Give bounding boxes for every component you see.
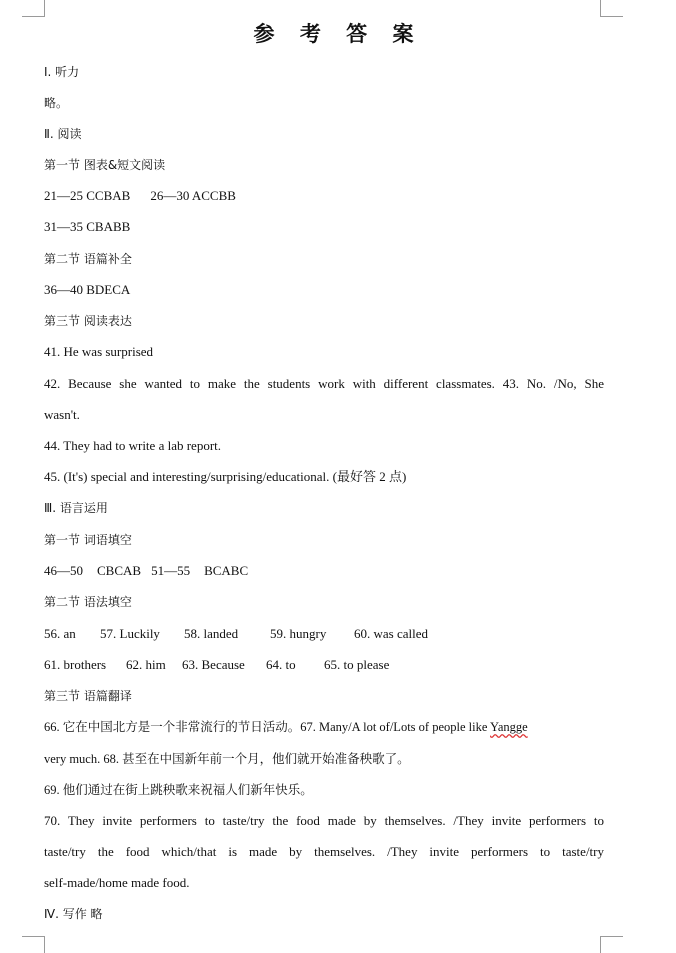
answer-line: 70. They invite performers to taste/try the food made by themselves. /They invite performers to <box>44 813 604 828</box>
answer-item: 64. to <box>266 657 296 672</box>
subsection-heading: 第一节 词语填空 <box>44 533 132 547</box>
answer-item: 59. hungry <box>270 626 327 641</box>
answer-item: 60. was called <box>354 626 429 641</box>
answer-line <box>44 626 604 642</box>
answer-line: 45. (It's) special and interesting/surprising/educational. (最好答 2 点) <box>44 469 407 484</box>
answer-line <box>44 563 604 579</box>
answer-group: CBCAB <box>97 563 142 578</box>
answer-item: 56. an <box>44 626 76 641</box>
answer-item: 61. brothers <box>44 657 107 672</box>
section-heading-listening: Ⅰ. 听力 <box>44 65 80 79</box>
translation-text: 66. 它在中国北方是一个非常流行的节日活动。67. Many/A lot of/Lots of people like <box>44 720 491 734</box>
answer-line: 41. He was surprised <box>44 344 154 359</box>
answer-item: 57. Luckily <box>100 626 160 641</box>
answer-line: wasn't. <box>44 407 80 422</box>
answer-item: 63. Because <box>182 657 245 672</box>
corner-mark-bottom-right <box>600 936 623 953</box>
subsection-heading: 第一节 图表&短文阅读 <box>44 158 166 172</box>
answer-line: 69. 他们通过在街上跳秧歌来祝福人们新年快乐。 <box>44 783 313 797</box>
answer-line: self-made/home made food. <box>44 875 190 890</box>
answer-group: BCABC <box>204 563 249 578</box>
answer-line: very much. 68. 甚至在中国新年前一个月，他们就开始准备秧歌了。 <box>44 752 410 766</box>
answer-line: 42. Because she wanted to make the students work with different classmates. 43. No. /No, She <box>44 376 604 391</box>
answer-range: 46—50 <box>44 563 83 578</box>
spellcheck-word: Yangge <box>490 720 528 734</box>
answer-range: 51—55 <box>151 563 191 578</box>
answer-line <box>44 188 604 204</box>
answer-line: 31—35 CBABB <box>44 219 131 234</box>
corner-mark-top-right <box>600 0 623 17</box>
answer-line: 36—40 BDECA <box>44 282 131 297</box>
section-heading-language-use: Ⅲ. 语言运用 <box>44 501 108 515</box>
answer-group: 21—25 CCBAB <box>44 188 131 203</box>
section-heading-reading: Ⅱ. 阅读 <box>44 127 82 141</box>
page-title: 参 考 答 案 <box>253 22 423 46</box>
answer-line <box>44 719 604 735</box>
answer-item: 65. to please <box>324 657 390 672</box>
answer-line: 略。 <box>44 96 69 110</box>
subsection-heading: 第三节 阅读表达 <box>44 314 132 328</box>
answer-item: 62. him <box>126 657 166 672</box>
subsection-heading: 第三节 语篇翻译 <box>44 689 132 703</box>
subsection-heading: 第二节 语法填空 <box>44 595 132 609</box>
answer-line: 44. They had to write a lab report. <box>44 438 222 453</box>
section-heading-writing: Ⅳ. 写作 略 <box>44 907 103 921</box>
answer-item: 58. landed <box>184 626 239 641</box>
answer-line <box>44 657 604 673</box>
corner-mark-bottom-left <box>22 936 45 953</box>
answer-line: taste/try the food which/that is made by themselves. /They invite performers to taste/try <box>44 844 604 859</box>
subsection-heading: 第二节 语篇补全 <box>44 252 132 266</box>
answer-group: 26—30 ACCBB <box>150 188 236 203</box>
corner-mark-top-left <box>22 0 45 17</box>
